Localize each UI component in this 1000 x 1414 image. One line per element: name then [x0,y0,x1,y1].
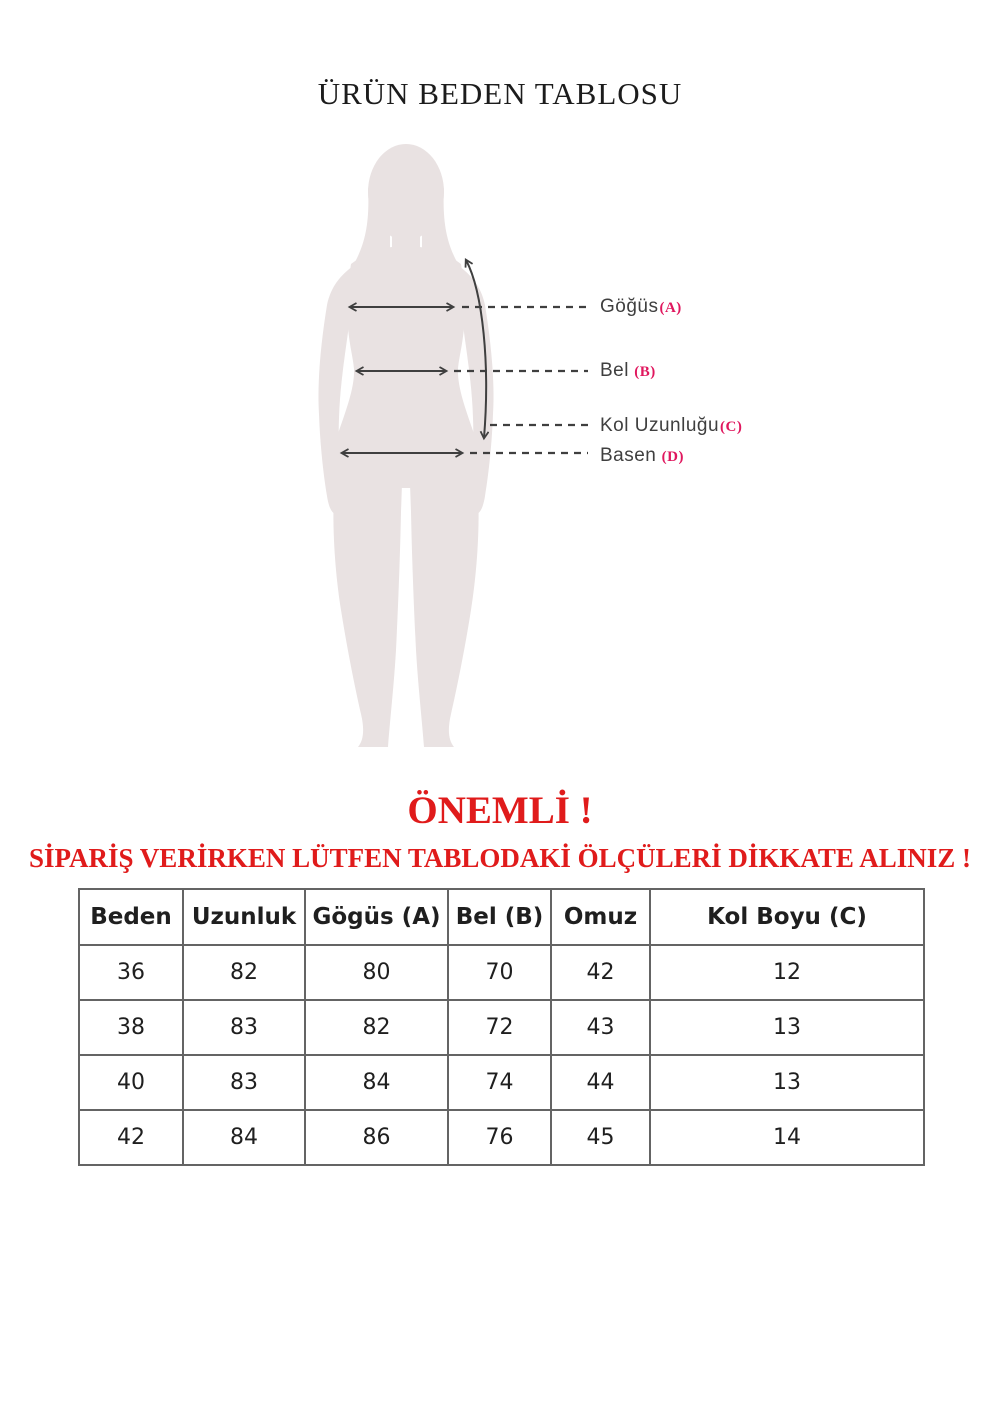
column-header-uzunluk: Uzunluk [183,889,305,945]
table-cell: 84 [305,1055,448,1110]
table-cell: 44 [551,1055,650,1110]
table-cell: 84 [183,1110,305,1165]
table-cell: 76 [448,1110,551,1165]
table-row [79,1110,924,1165]
body-silhouette-figure [300,140,600,760]
measurement-label-gogus [600,296,682,318]
table-cell: 72 [448,1000,551,1055]
column-header-gogus: Gögüs (A) [305,889,448,945]
measurement-letter: (B) [629,364,656,380]
column-header-bel: Bel (B) [448,889,551,945]
measurement-name: Bel [600,360,629,381]
measurement-name: Kol Uzunluğu [600,415,720,436]
measurement-name: Göğüs [600,296,659,317]
column-header-omuz: Omuz [551,889,650,945]
table-cell: 42 [551,945,650,1000]
table-cell: 45 [551,1110,650,1165]
table-cell: 86 [305,1110,448,1165]
table-cell: 38 [79,1000,183,1055]
measurement-letter: (D) [657,449,684,465]
table-cell: 13 [650,1055,924,1110]
column-header-kol-boyu: Kol Boyu (C) [650,889,924,945]
measurement-label-basen [600,445,684,467]
measurement-label-kol-uzunlugu [600,415,742,437]
column-header-beden: Beden [79,889,183,945]
page-title: ÜRÜN BEDEN TABLOSU [317,76,683,111]
table-cell: 14 [650,1110,924,1165]
important-heading: ÖNEMLİ ! [407,789,593,832]
table-cell: 82 [183,945,305,1000]
table-cell: 82 [305,1000,448,1055]
table-cell: 42 [79,1110,183,1165]
table-cell: 83 [183,1000,305,1055]
table-cell: 74 [448,1055,551,1110]
table-cell: 43 [551,1000,650,1055]
table-header-row [79,889,924,945]
important-warning-text: SİPARİŞ VERİRKEN LÜTFEN TABLODAKİ ÖLÇÜLERİ DİKKATE ALINIZ ! [29,843,971,873]
measurement-name: Basen [600,445,657,466]
measurement-label-bel [600,360,656,382]
table-cell: 12 [650,945,924,1000]
table-row [79,945,924,1000]
size-table [78,888,925,1166]
table-cell: 83 [183,1055,305,1110]
measurement-letter: (A) [659,300,682,316]
measurement-letter: (C) [720,419,743,435]
female-silhouette [318,144,493,747]
table-row [79,1055,924,1110]
table-cell: 40 [79,1055,183,1110]
table-cell: 80 [305,945,448,1000]
table-cell: 13 [650,1000,924,1055]
table-cell: 36 [79,945,183,1000]
table-row [79,1000,924,1055]
table-cell: 70 [448,945,551,1000]
